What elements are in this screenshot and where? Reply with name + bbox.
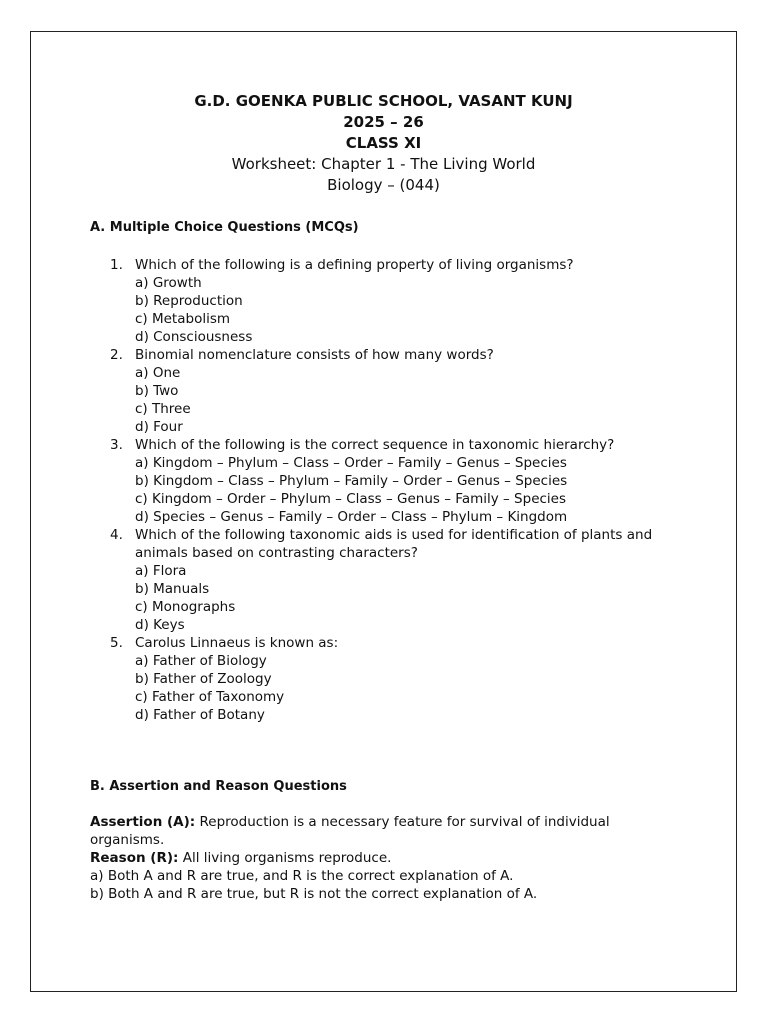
assertion-label: Assertion (A): <box>90 814 196 830</box>
option: d) Father of Botany <box>135 707 265 723</box>
assertion-reason-block <box>90 813 670 903</box>
option: c) Monographs <box>135 599 236 615</box>
reason-label: Reason (R): <box>90 850 179 866</box>
option: d) Consciousness <box>135 329 253 345</box>
class-label: CLASS XI <box>345 134 422 152</box>
option: b) Father of Zoology <box>135 671 272 687</box>
question-4 <box>110 526 700 634</box>
assertion <box>90 813 670 849</box>
option: a) Father of Biology <box>135 653 267 669</box>
question-text: Which of the following is the correct sequence in taxonomic hierarchy? <box>135 437 615 453</box>
session-year: 2025 – 26 <box>343 113 424 131</box>
question-5 <box>110 634 700 724</box>
reason <box>90 849 670 867</box>
question-number: 1. <box>110 257 123 273</box>
option: a) Kingdom – Phylum – Class – Order – Family – Genus – Species <box>135 455 567 471</box>
mcq-list <box>110 256 700 724</box>
worksheet-title: Worksheet: Chapter 1 - The Living World <box>231 155 536 173</box>
option: b) Reproduction <box>135 293 243 309</box>
question-text: Carolus Linnaeus is known as: <box>135 635 339 651</box>
option: b) Manuals <box>135 581 210 597</box>
question-number: 5. <box>110 635 123 651</box>
option: d) Keys <box>135 617 185 633</box>
reason-text: All living organisms reproduce. <box>182 850 392 866</box>
option: c) Metabolism <box>135 311 231 327</box>
school-name: G.D. GOENKA PUBLIC SCHOOL, VASANT KUNJ <box>194 92 573 110</box>
option: a) Flora <box>135 563 187 579</box>
subject-label: Biology – (044) <box>327 176 440 194</box>
question-text: Which of the following is a defining property of living organisms? <box>135 257 574 273</box>
question-1 <box>110 256 700 346</box>
section-b-title: B. Assertion and Reason Questions <box>90 779 347 794</box>
option: d) Four <box>135 419 183 435</box>
option: c) Three <box>135 401 191 417</box>
option: d) Species – Genus – Family – Order – Class – Phylum – Kingdom <box>135 509 568 525</box>
question-3 <box>110 436 700 526</box>
question-text: Binomial nomenclature consists of how many words? <box>135 347 494 363</box>
question-number: 4. <box>110 527 123 543</box>
option: b) Two <box>135 383 179 399</box>
assertion-text: Reproduction is a necessary feature for survival of individual organisms. <box>90 814 610 848</box>
question-number: 3. <box>110 437 123 453</box>
option: c) Kingdom – Order – Phylum – Class – Genus – Family – Species <box>135 491 567 507</box>
option: b) Both A and R are true, but R is not the correct explanation of A. <box>90 886 538 902</box>
option: b) Kingdom – Class – Phylum – Family – Order – Genus – Species <box>135 473 568 489</box>
question-text: Which of the following taxonomic aids is used for identification of plants and animals based on contrasting characters? <box>135 527 653 561</box>
question-2 <box>110 346 700 436</box>
worksheet-header <box>30 91 737 196</box>
option: a) Growth <box>135 275 202 291</box>
option: c) Father of Taxonomy <box>135 689 285 705</box>
option: a) One <box>135 365 181 381</box>
option: a) Both A and R are true, and R is the correct explanation of A. <box>90 868 514 884</box>
question-number: 2. <box>110 347 123 363</box>
section-a-title: A. Multiple Choice Questions (MCQs) <box>90 220 359 235</box>
